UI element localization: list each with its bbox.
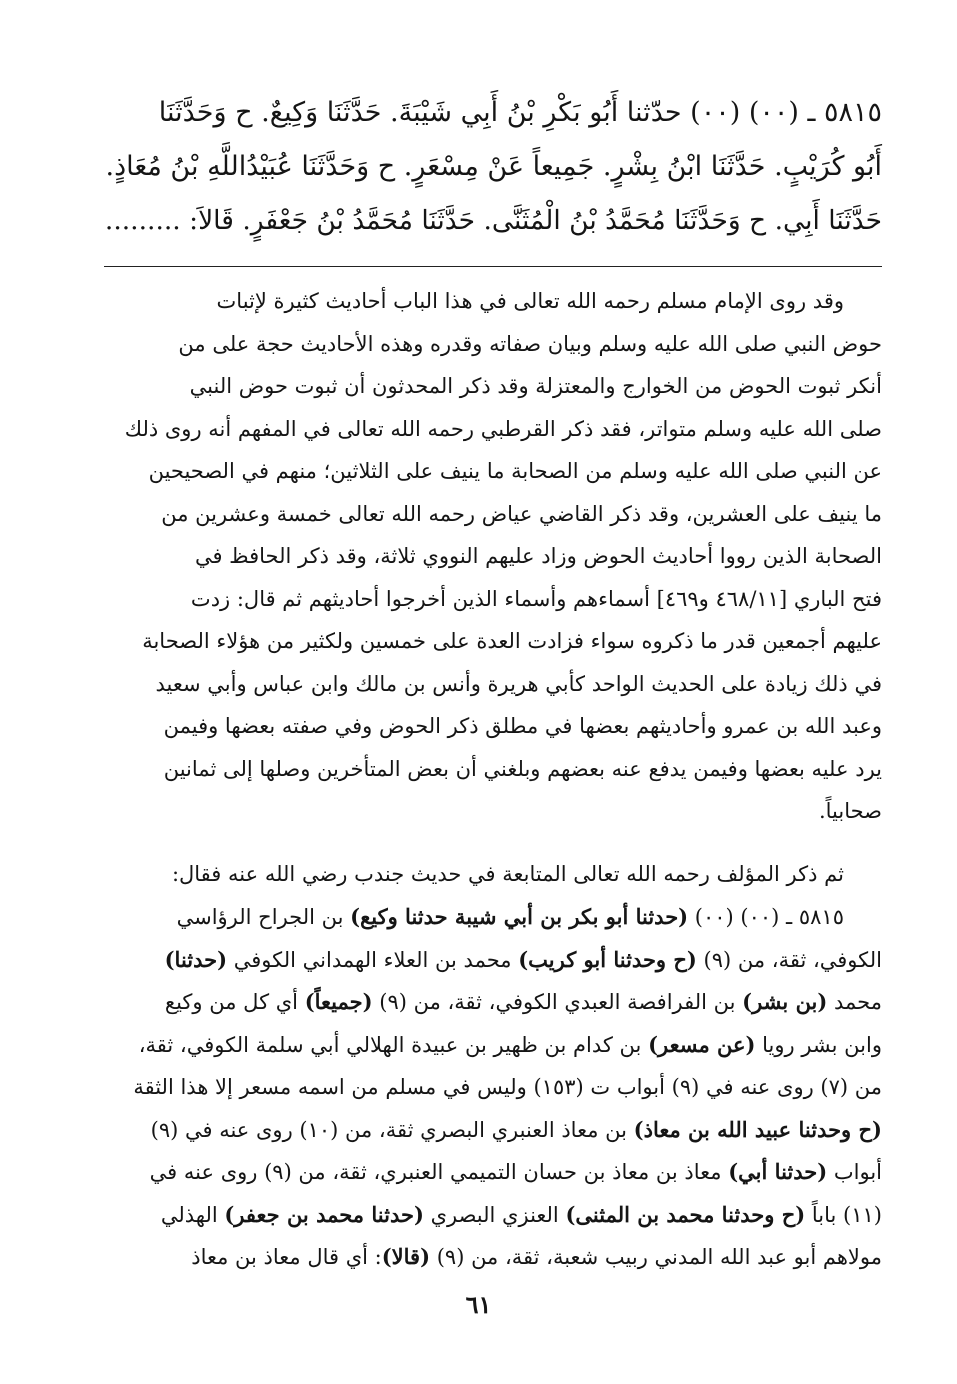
sharh-span: معاذ بن معاذ بن حسان التميمي العنبري، ثقة، من (٩) روى عنه في (149, 1160, 729, 1184)
commentary-line: وعبد الله بن عمرو وأحاديثهم بعضها في مطلق ذكر الحوض وفي صفته بعضها وفيمن (163, 714, 882, 738)
commentary-line: وقد روى الإمام مسلم رحمه الله تعالى في هذا الباب أحاديث كثيرة لإثبات (216, 289, 844, 313)
sharh-span: الكوفي، ثقة، من (٩) (696, 947, 882, 972)
sharh-span: : أي قال معاذ بن معاذ (191, 1245, 382, 1269)
sharh-span: مولاهم أبو عبد الله المدني ربيب شعبة، ثقة، من (٩) (430, 1245, 882, 1269)
commentary-line: فتح الباري [٤٦٨/١١ و٤٦٩] أسماءهم وأسماء الذين أخرجوا أحاديثهم ثم قال: زدت (190, 586, 882, 611)
commentary-text (104, 280, 882, 895)
sharh-line (104, 939, 882, 982)
commentary-line: يرد عليه بعضها وفيمن يدفع عنه بعضهم وبلغني أن بعض المتأخرين وصلها إلى ثمانين (163, 756, 882, 781)
sharh-span-bold: (حدثنا أبي) (728, 1159, 828, 1184)
sharh-span: وابن بشر رويا (755, 1032, 882, 1057)
hadith-text (104, 86, 882, 248)
commentary-line: الصحابة الذين رووا أحاديث الحوض وزاد عليهم النووي ثلاثة، وقد ذكر الحافظ في (194, 544, 882, 568)
sharh-span: العنزي البصري (423, 1202, 566, 1227)
page-number: ٦١ (465, 1290, 492, 1319)
commentary-line: صلى الله عليه وسلم متواتر، فقد ذكر القرطبي رحمه الله تعالى في المفهم أنه روى ذلك (124, 416, 882, 441)
sharh-span-bold: (بن بشر) (742, 989, 828, 1014)
sharh-line (104, 1194, 882, 1237)
sharh-span: بن الجراح الرؤاسي (176, 905, 351, 929)
hadith-line-2: أَبُو كُرَيْبٍ. حَدَّثَنَا ابْنُ بِشْرٍ. جَمِيعاً عَنْ مِسْعَرٍ. ح وَحَدَّثَنَا عُبَيْدُاللَّهِ بْنُ مُعَاذٍ. (105, 151, 882, 182)
sharh-span: أبواب (827, 1160, 882, 1184)
sharh-span-bold: (قالا) (381, 1244, 431, 1269)
sharh-span-bold: (حدثنا أبو بكر بن أبي شيبة حدثنا وكيع) (350, 904, 689, 929)
sharh-span: أي كل من وكيع (164, 990, 305, 1014)
separator-rule (104, 266, 882, 267)
sharh-span: محمد (827, 990, 882, 1014)
sharh-span-bold: (ح وحدثنا محمد بن المثنى) (565, 1201, 806, 1227)
sharh-span: محمد بن العلاء الهمداني الكوفي (227, 947, 519, 972)
sharh-line (104, 1151, 882, 1194)
sharh-span-bold: (ح وحدثنا أبو كريب) (518, 946, 697, 972)
sharh-span: من (٧) روى عنه في (٩) أبواب ت (١٥٣) وليس في مسلم من اسمه مسعر إلا هذا الثقة (133, 1075, 882, 1099)
commentary-line: أنكر ثبوت الحوض من الخوارج والمعتزلة وقد ذكر المحدثون أن ثبوت حوض النبي (189, 374, 882, 398)
commentary-line: صحابياً. (818, 799, 882, 823)
sharh-span-bold: (حدثنا) (164, 946, 228, 972)
sharh-line (104, 1066, 882, 1109)
sharh-line (104, 1109, 882, 1152)
commentary-line: عليهم أجمعين قدر ما ذكروه سواء فزادت العدة على خمسين ولكثير من هؤلاء الصحابة (142, 629, 882, 653)
sharh-line (104, 896, 882, 939)
commentary-transition: ثم ذكر المؤلف رحمه الله تعالى المتابعة في حديث جندب رضي الله عنه فقال: (171, 861, 844, 886)
sharh-span: ٥٨١٥ ـ (٠٠) (٠٠) (688, 905, 844, 929)
sharh-span-bold: (عن مسعر) (648, 1031, 756, 1057)
sharh-text (104, 896, 882, 1279)
commentary-line: ما ينيف على العشرين، وقد ذكر القاضي عياض رحمه الله تعالى خمسة وعشرين من (161, 501, 882, 526)
hadith-line-1: ٥٨١٥ ـ (٠٠) (٠٠) حدّثنا أَبُو بَكْرِ بْنُ أَبِي شَيْبَةَ. حَدَّثَنَا وَكِيعٌ. ح وَحَدَّثَنَا (158, 97, 882, 128)
sharh-span: (١١) باباً (805, 1202, 882, 1227)
sharh-span: بن الفرافصة العبدي الكوفي، ثقة، من (٩) (372, 990, 743, 1014)
hadith-line-3: حَدَّثَنَا أَبِي. ح وَحَدَّثَنَا مُحَمَّدُ بْنُ الْمُثَنَّى. حَدَّثَنَا مُحَمَّدُ بْنُ جَعْفَرٍ. قَالاَ: ......... (104, 205, 882, 236)
sharh-line (104, 1236, 882, 1279)
sharh-line (104, 1024, 882, 1067)
sharh-span-bold: (حدثنا محمد بن جعفر) (224, 1201, 424, 1227)
commentary-line: في ذلك زيادة على الحديث الواحد كأبي هريرة وأنس بن مالك وابن عباس وأبي سعيد (155, 671, 882, 696)
sharh-line (104, 981, 882, 1024)
commentary-line: عن النبي صلى الله عليه وسلم من الصحابة ما ينيف على الثلاثين؛ منهم في الصحيحين (148, 459, 882, 483)
sharh-span-bold: (ح وحدثنا عبيد الله بن معاذ) (633, 1116, 882, 1142)
commentary-line: حوض النبي صلى الله عليه وسلم وبيان صفاته وقدره وهذه الأحاديث حجة على من (178, 331, 882, 356)
sharh-span: بن معاذ العنبري البصري ثقة، من (١٠) روى عنه في (٩) (150, 1117, 634, 1142)
sharh-span: الهذلي (160, 1202, 225, 1227)
sharh-span-bold: (جميعاً) (304, 989, 373, 1014)
sharh-span: بن كدام بن ظهير بن عبيدة الهلالي أبي سلمة الكوفي، ثقة، (138, 1032, 649, 1057)
